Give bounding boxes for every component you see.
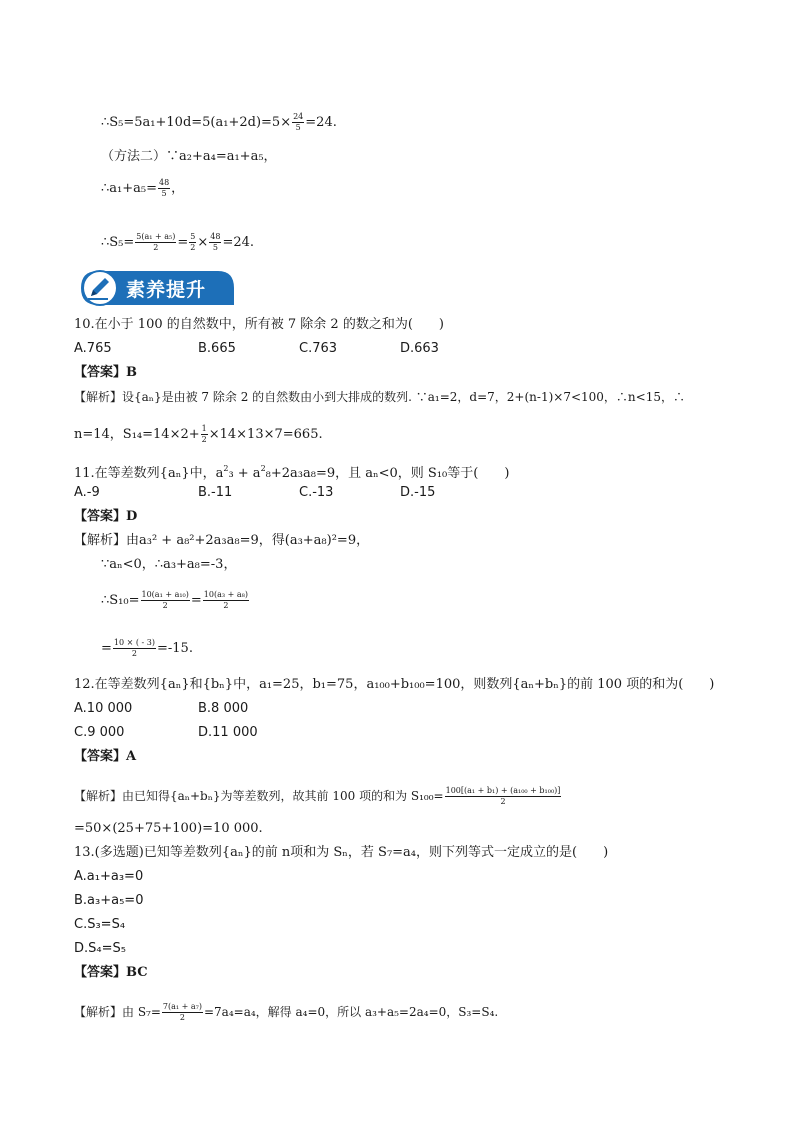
option-c: C.763 [299,341,338,356]
explanation-line-1 [74,1002,498,1023]
option-b: B.665 [198,341,236,356]
answer-label: 【答案】B [74,365,137,380]
option-b: B.-11 [198,485,233,500]
explanation-line-4 [101,638,193,659]
option-b: B.a₃+a₅=0 [74,893,144,908]
fraction [201,424,208,445]
fraction-numerator: 5 [190,232,196,241]
explanation-text: =7a₄=a₄，解得 a₄=0，所以 a₃+a₅=2a₄=0，S₃=S₄. [203,1005,499,1019]
fraction-denominator: 2 [131,649,137,658]
explanation-line-1 [74,786,562,807]
prev-l4-end: =24. [222,235,255,250]
fraction-numerator: 24 [293,112,304,121]
question-12-stem: 12.在等差数列{aₙ}和{bₙ}中，a₁=25，b₁=75，a₁₀₀+b₁₀₀=100，则数列{aₙ+bₙ}的前 100 项的和为( ) [74,677,715,692]
equals-sign: = [190,593,202,608]
section-banner [78,268,234,308]
explanation-line-3 [101,590,250,611]
fraction [113,638,156,659]
fraction-denominator: 2 [190,243,196,252]
answer-label: 【答案】A [74,749,137,764]
option-a: A.-9 [74,485,100,500]
prev-l3-text: ∴a₁+a₅= [101,181,157,196]
fraction-denominator: 2 [500,797,506,806]
fraction [292,112,304,133]
answer-label: 【答案】BC [74,965,148,980]
prev-solution-line-1 [101,112,337,133]
fraction [135,232,176,253]
fraction-numerator: 48 [158,178,170,187]
explanation-line-1: 【解析】由a₃² + a₈²+2a₃a₈=9，得(a₃+a₈)²=9， [74,533,370,548]
fraction-numerator: 10 × ( - 3) [113,638,155,647]
fraction-numerator: 100[(a₁ + b₁) + (a₁₀₀ + b₁₀₀)] [445,786,561,795]
fraction [158,178,170,199]
equals-sign: = [177,235,189,250]
question-13-stem: 13.(多选题)已知等差数列{aₙ}的前 n项和为 Sₙ，若 S₇=a₄，则下列等式一定成立的是( ) [74,845,609,860]
answer-label: 【答案】D [74,509,138,524]
prev-solution-line-2: （方法二）∵a₂+a₄=a₁+a₅， [101,149,277,164]
stem-text: ₈+2a₃a₈=9，且 aₙ<0，则 S₁₀等于( ) [265,466,510,481]
fraction [162,1002,203,1023]
option-c: C.-13 [299,485,334,500]
option-a: A.a₁+a₃=0 [74,869,144,884]
option-c: C.S₃=S₄ [74,917,126,932]
fraction-numerator: 1 [201,424,207,433]
explanation-text: n=14，S₁₄=14×2+ [74,427,200,442]
fraction-denominator: 5 [161,189,167,198]
fraction-numerator: 5(a₁ + a₅) [136,232,176,241]
section-title: 素养提升 [126,279,207,301]
fraction [445,786,562,807]
explanation-line-2: ∵aₙ<0，∴a₃+a₈=-3， [101,557,237,572]
fraction-denominator: 2 [223,601,229,610]
times-sign: × [197,235,209,250]
fraction-denominator: 2 [153,243,159,252]
explanation-text: ∴S₁₀= [101,593,140,608]
option-a: A.10 000 [74,701,133,716]
fraction [189,232,196,253]
explanation-text: =-15. [157,641,193,656]
option-c: C.9 000 [74,725,125,740]
prev-solution-line-4 [101,232,254,253]
option-b: B.8 000 [198,701,249,716]
prev-l1-end: =24. [305,115,337,130]
fraction-numerator: 48 [210,232,221,241]
explanation-text: 【解析】由 S₇= [74,1005,161,1019]
stem-text: 11.在等差数列{aₙ}中，a [74,466,224,481]
fraction [203,590,249,611]
fraction-denominator: 2 [179,1013,185,1022]
fraction-denominator: 5 [295,123,301,132]
superscript: 2 [260,464,266,473]
superscript: 2 [223,464,229,473]
prev-l3-end: ， [171,181,185,196]
prev-l1-text: ∴S₅=5a₁+10d=5(a₁+2d)=5× [101,115,292,130]
question-10-stem: 10.在小于 100 的自然数中，所有被 7 除余 2 的数之和为( ) [74,317,444,332]
fraction-numerator: 10(a₁ + a₁₀) [141,590,189,599]
fraction-denominator: 2 [162,601,168,610]
explanation-text: = [101,641,112,656]
option-d: D.663 [400,341,439,356]
fraction-numerator: 10(a₃ + a₈) [203,590,248,599]
explanation-text: 【解析】由已知得{aₙ+bₙ}为等差数列，故其前 100 项的和为 S₁₀₀= [74,789,444,803]
prev-l4-text: ∴S₅= [101,235,135,250]
fraction [141,590,190,611]
fraction [209,232,221,253]
option-d: D.-15 [400,485,436,500]
prev-solution-line-3 [101,178,184,199]
option-d: D.S₄=S₅ [74,941,126,956]
fraction-denominator: 2 [201,435,207,444]
explanation-line-2 [74,424,323,445]
fraction-numerator: 7(a₁ + a₇) [162,1002,202,1011]
question-11-stem [74,460,509,483]
option-d: D.11 000 [198,725,258,740]
stem-text: ₃ + a [228,466,261,481]
option-a: A.765 [74,341,112,356]
fraction-denominator: 5 [212,243,218,252]
explanation-text: ×14×13×7=665. [208,427,323,442]
explanation-line-2: =50×(25+75+100)=10 000. [74,821,263,836]
explanation-line-1: 【解析】设{aₙ}是由被 7 除余 2 的自然数由小到大排成的数列. ∵a₁=2，d=7，2+(n-1)×7<100，∴n<15，∴ [74,390,685,404]
